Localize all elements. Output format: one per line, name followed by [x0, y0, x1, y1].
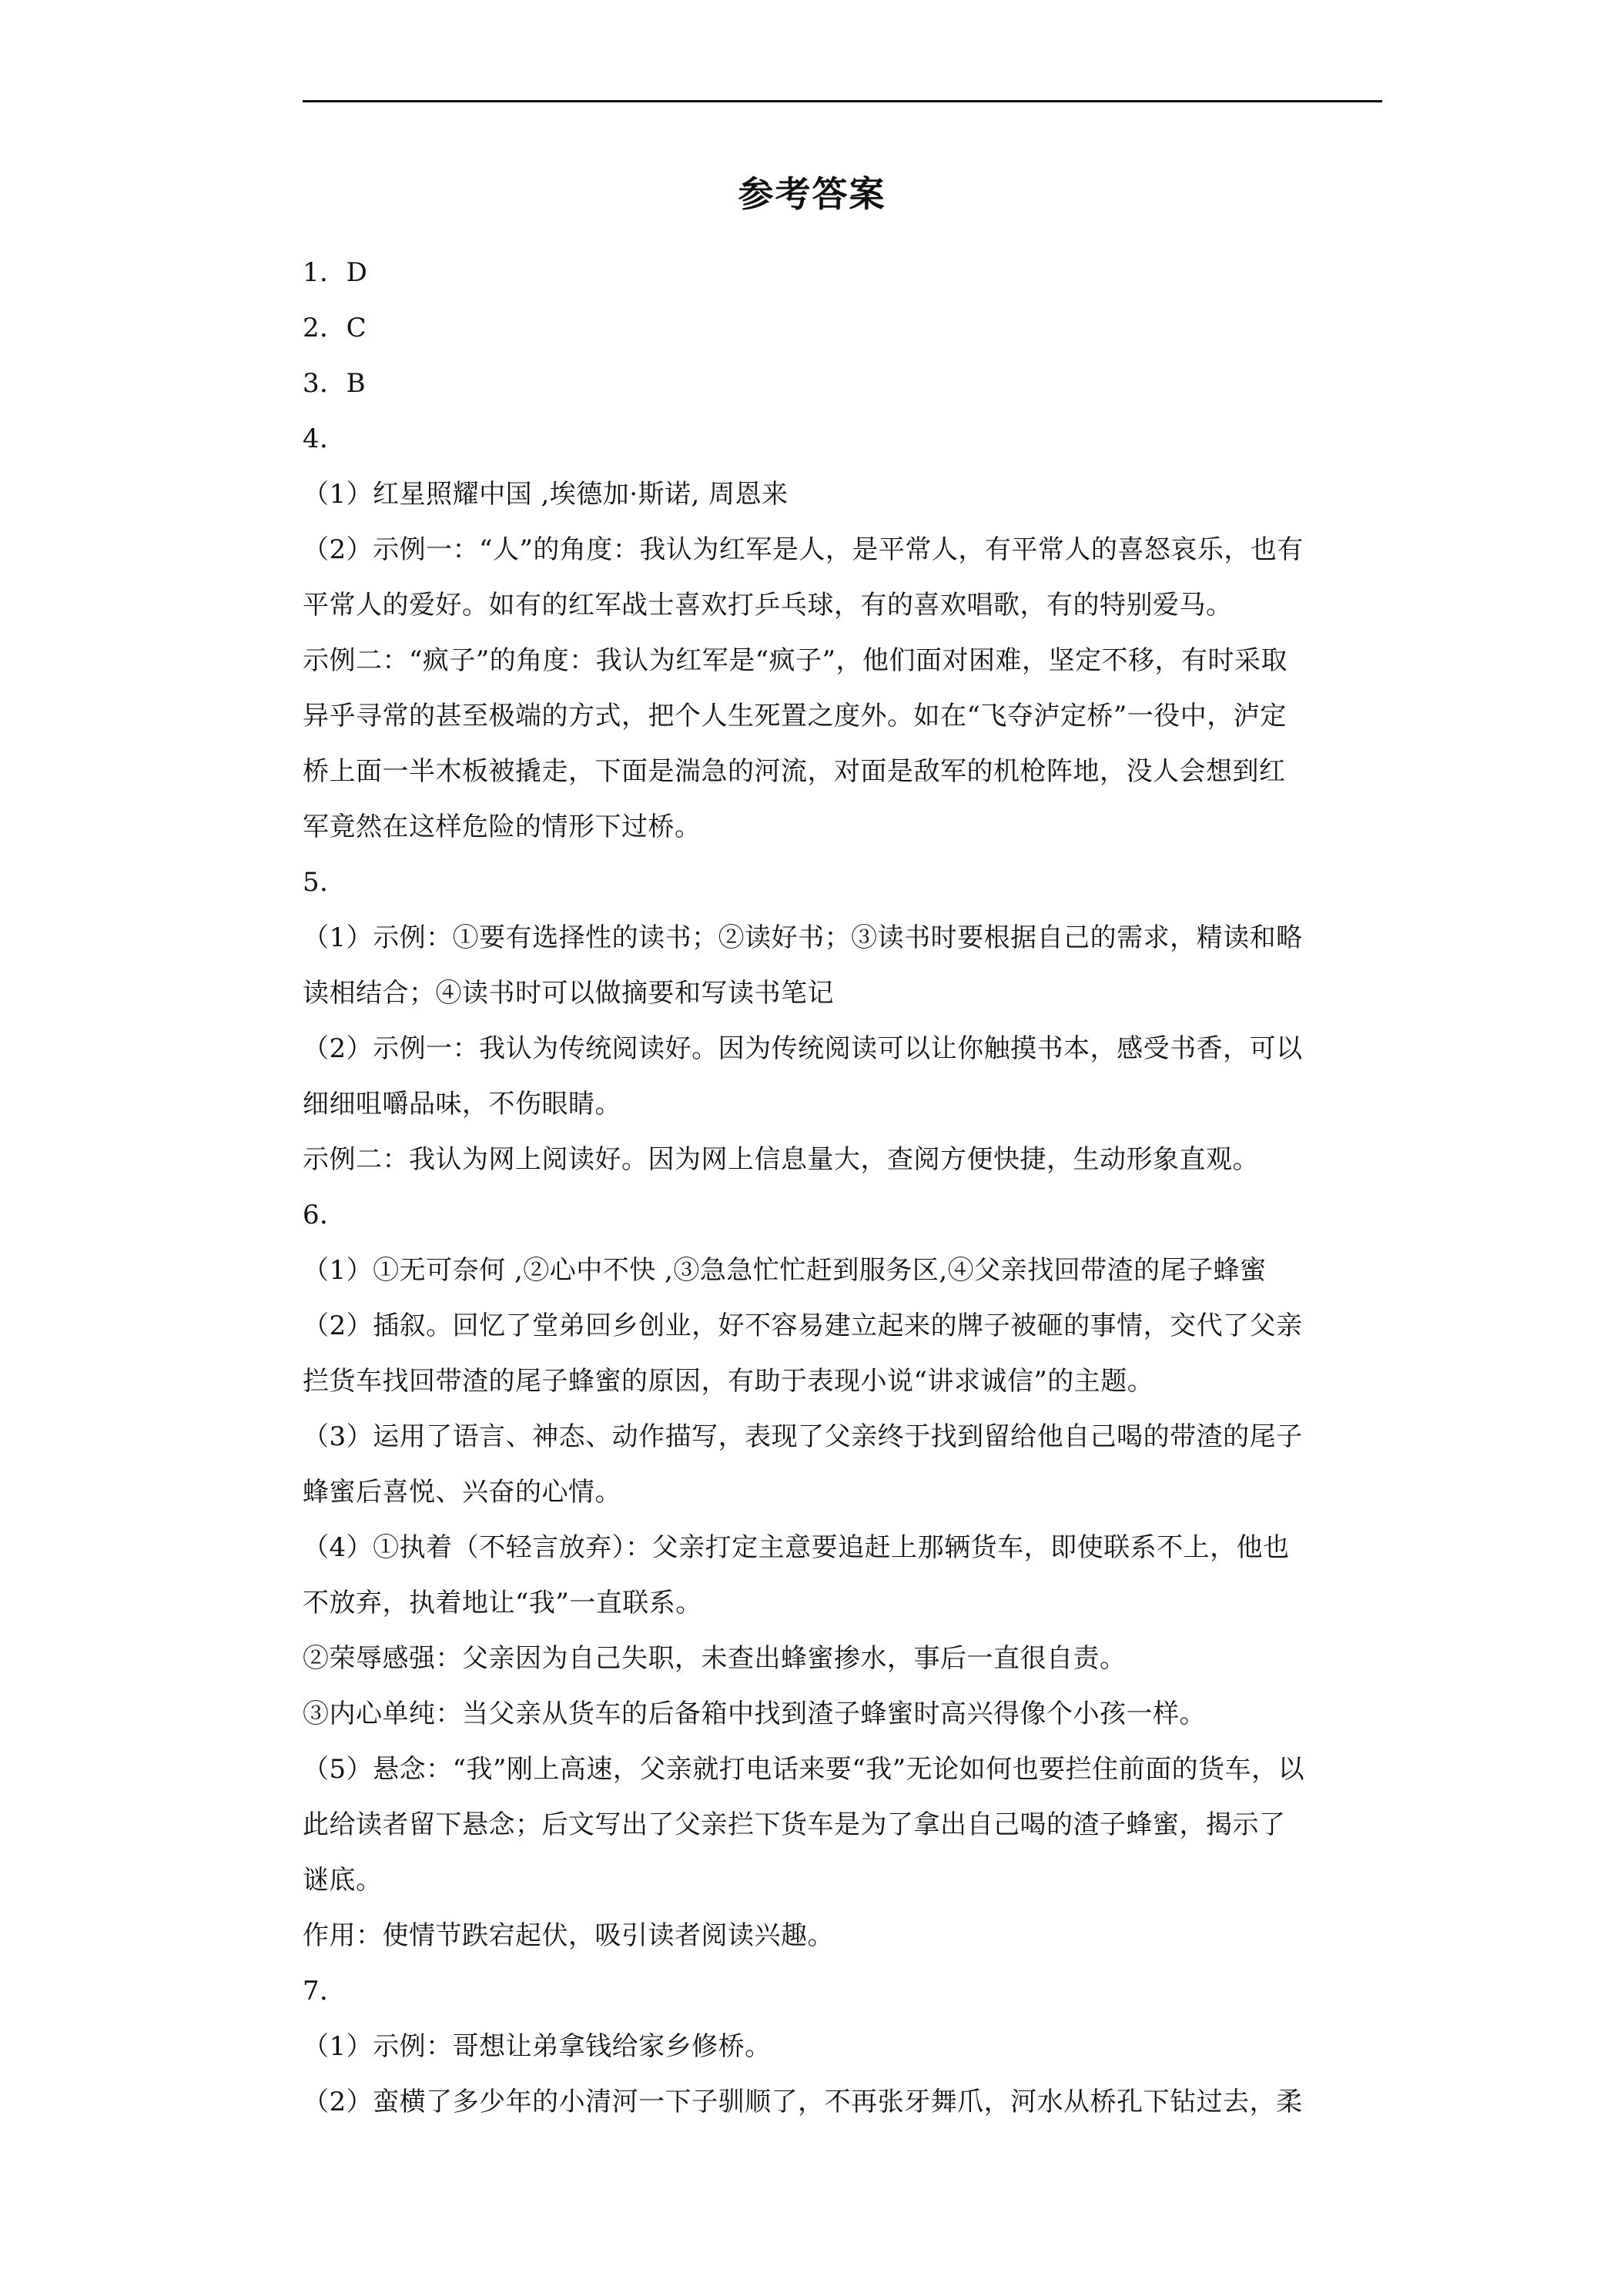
- answer-line: 示例二：我认为网上阅读好。因为网上信息量大，查阅方便快捷，生动形象直观。: [303, 1144, 1259, 1175]
- answer-line: （2）蛮横了多少年的小清河一下子驯顺了，不再张牙舞爪，河水从桥孔下钻过去，柔: [303, 2087, 1303, 2117]
- answer-line: 6．: [303, 1200, 347, 1230]
- answer-line: （1）红星照耀中国 ,埃德加·斯诺, 周恩来: [303, 479, 789, 510]
- answer-line: （2）示例一：“人”的角度：我认为红军是人，是平常人，有平常人的喜怒哀乐，也有: [303, 534, 1304, 565]
- answer-line: （5）悬念：“我”刚上高速，父亲就打电话来要“我”无论如何也要拦住前面的货车，以: [303, 1754, 1305, 1785]
- answer-line: 示例二：“疯子”的角度：我认为红军是“疯子”，他们面对困难，坚定不移，有时采取: [303, 645, 1288, 676]
- answer-line: （1）示例：哥想让弟拿钱给家乡修桥。: [303, 2031, 772, 2062]
- answer-line: 拦货车找回带渣的尾子蜂蜜的原因，有助于表现小说“讲求诚信”的主题。: [303, 1366, 1154, 1397]
- answer-line: ③内心单纯：当父亲从货车的后备箱中找到渣子蜂蜜时高兴得像个小孩一样。: [303, 1699, 1206, 1729]
- page-title: 参考答案: [738, 173, 886, 215]
- answer-line: （4）①执着（不轻言放弃）：父亲打定主意要追赶上那辆货车，即使联系不上，他也: [303, 1532, 1290, 1563]
- answer-line: 此给读者留下悬念；后文写出了父亲拦下货车是为了拿出自己喝的渣子蜂蜜，揭示了: [303, 1809, 1286, 1840]
- answer-line: 不放弃，执着地让“我”一直联系。: [303, 1588, 702, 1618]
- answer-line: 4．: [303, 423, 347, 454]
- answer-line: 读相结合；④读书时可以做摘要和写读书笔记: [303, 978, 834, 1009]
- answer-line: 7．: [303, 1976, 347, 2006]
- answer-line: 谜底。: [303, 1865, 383, 1896]
- answer-line: 军竟然在这样危险的情形下过桥。: [303, 812, 702, 842]
- answer-line: 异乎寻常的甚至极端的方式，把个人生死置之度外。如在“飞夺泸定桥”一役中，泸定: [303, 701, 1287, 731]
- answer-line: （2）插叙。回忆了堂弟回乡创业，好不容易建立起来的牌子被砸的事情，交代了父亲: [303, 1310, 1303, 1341]
- answer-line: 2．C: [303, 313, 367, 343]
- answer-line: ②荣辱感强：父亲因为自己失职，未查出蜂蜜掺水，事后一直很自责。: [303, 1643, 1127, 1674]
- answer-line: 5．: [303, 867, 347, 898]
- answer-line: 作用：使情节跌宕起伏，吸引读者阅读兴趣。: [303, 1920, 834, 1951]
- answer-line: 平常人的爱好。如有的红军战士喜欢打乒乓球，有的喜欢唱歌，有的特别爱马。: [303, 590, 1233, 621]
- answer-line: 细细咀嚼品味，不伤眼睛。: [303, 1089, 621, 1120]
- answer-body: [303, 245, 1388, 2130]
- answer-line: （3）运用了语言、神态、动作描写，表现了父亲终于找到留给他自己喝的带渣的尾子: [303, 1421, 1303, 1452]
- answer-line: 3．B: [303, 368, 367, 399]
- header-rule: [303, 100, 1382, 102]
- answer-line: 蜂蜜后喜悦、兴奋的心情。: [303, 1477, 621, 1508]
- answer-line: 桥上面一半木板被撬走，下面是湍急的河流，对面是敌军的机枪阵地，没人会想到红: [303, 756, 1286, 787]
- answer-line: （2）示例一：我认为传统阅读好。因为传统阅读可以让你触摸书本，感受书香，可以: [303, 1033, 1303, 1064]
- answer-line: （1）①无可奈何 ,②心中不快 ,③急急忙忙赶到服务区,④父亲找回带渣的尾子蜂蜜: [303, 1255, 1267, 1286]
- answer-line: 1．D: [303, 257, 368, 288]
- answer-line: （1）示例：①要有选择性的读书；②读好书；③读书时要根据自己的需求，精读和略: [303, 922, 1303, 953]
